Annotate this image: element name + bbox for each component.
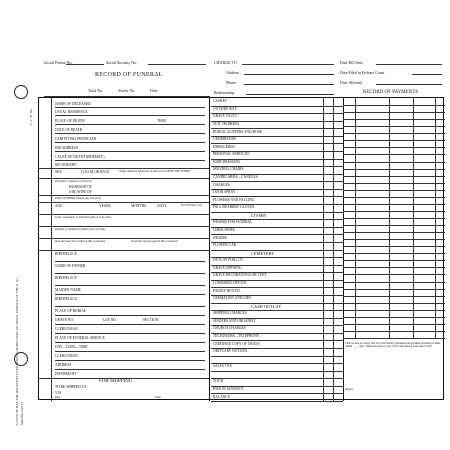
field-marital-status: Single, Married, Widowed, or Divorced (WRITE THE WORD) bbox=[119, 170, 191, 173]
field-if-less: If LESS than 1 day bbox=[181, 204, 203, 207]
charge-row-label: CHURCH CHARGES bbox=[213, 326, 246, 331]
charge-row-line bbox=[211, 393, 343, 394]
payment-row-line bbox=[343, 204, 445, 205]
payment-row-line bbox=[343, 133, 445, 134]
charge-row-label: SUIT OR DRESS bbox=[213, 121, 239, 126]
payment-row-line bbox=[343, 317, 445, 318]
form-code: C. F. N. No. bbox=[29, 108, 33, 125]
payment-row-line bbox=[343, 267, 445, 268]
phone-label: Phone bbox=[226, 80, 236, 85]
payment-row-line bbox=[343, 190, 445, 191]
field-date-last-worked: Date deceased last worked at this occupation bbox=[55, 240, 106, 243]
charge-row-line bbox=[211, 181, 343, 182]
section-for-shipping: FOR SHIPPING bbox=[99, 379, 133, 384]
date-filed-label: Date Filed in Probate Court bbox=[340, 70, 385, 75]
field-grave-no: GRAVE NO. bbox=[55, 318, 74, 322]
payment-row-line bbox=[343, 232, 445, 233]
field-place-of-death: PLACE OF DEATH bbox=[55, 119, 85, 123]
field-certifying-physician: CERTIFYING PHYSICIAN bbox=[55, 137, 97, 141]
payment-row-line bbox=[343, 282, 445, 283]
deceased-section bbox=[39, 98, 210, 401]
charge-to-label: CHARGE TO bbox=[214, 60, 237, 65]
charge-row-label: LIMOUSINES bbox=[213, 227, 235, 232]
charge-row-label: SINGERS AND ORGANIST bbox=[213, 318, 256, 323]
charge-row-label: CREMATION AND URN bbox=[213, 296, 251, 301]
date-allowed-label: Date Allowed bbox=[340, 80, 363, 85]
field-sex: SEX bbox=[55, 170, 62, 174]
field-date-of-death: DATE OF DEATH bbox=[55, 128, 83, 132]
charge-row-label: OUTLAY FOR LOT bbox=[213, 258, 244, 263]
charge-row-label: SHIPPING CHARGES bbox=[213, 311, 247, 316]
total-no-label: Total No. bbox=[88, 88, 104, 93]
charges-section bbox=[211, 98, 344, 401]
field-wife: (OR) WIFE OF bbox=[69, 190, 92, 194]
field-place-of-burial: PLACE OF BURIAL bbox=[55, 309, 87, 313]
charge-row-label: DOOR SPRAY bbox=[213, 190, 236, 195]
charge-row-label: GRAVE VAULT bbox=[213, 114, 238, 119]
payment-row-line bbox=[343, 225, 445, 226]
field-ship-date: Date bbox=[55, 396, 61, 399]
field-his-address: HIS ADDRESS bbox=[55, 146, 78, 150]
charge-row-label: SALES TAX bbox=[213, 364, 232, 369]
field-husband: HUSBAND OF bbox=[69, 185, 92, 189]
field-age: AGE bbox=[55, 204, 63, 208]
field-day-date-time: DAY—DATE—TIME bbox=[55, 345, 88, 349]
field-usual-residence: USUAL RESIDENCE bbox=[55, 110, 88, 114]
payment-row-line bbox=[343, 338, 445, 339]
payment-row-line bbox=[343, 183, 445, 184]
social-permit-label: Social Permit No. bbox=[44, 60, 73, 65]
charge-row-label: PALL BEARERS' GLOVES bbox=[213, 205, 255, 210]
field-maiden-name: MAIDEN NAME bbox=[55, 288, 81, 292]
payment-row-line bbox=[343, 310, 445, 311]
charge-row-label: GRAVE OPENING bbox=[213, 265, 242, 270]
agreement-text: This account is correct and I (or We) hereby guarantee and promise payment of same within ____ days. Otherwise agree to pay 6 per cent interest from date of bill. bbox=[345, 342, 441, 349]
field-name-father: NAME OF FATHER bbox=[55, 264, 86, 268]
payment-row-line bbox=[343, 274, 445, 275]
field-months: MONTHS bbox=[131, 204, 147, 208]
charge-row-label: PERSONAL SERVICES bbox=[213, 152, 250, 157]
field-address: ADDRESS bbox=[55, 363, 72, 367]
payment-row-line bbox=[343, 239, 445, 240]
charge-row-label: CHARGES bbox=[213, 182, 230, 187]
social-security-label: Social Security No. bbox=[106, 60, 138, 65]
field-industry: Industry or business in which work was done bbox=[55, 228, 106, 231]
charge-row-label: HAIR DRESSING bbox=[213, 159, 241, 164]
field-ship-time: Time bbox=[155, 396, 161, 399]
manufacturer-text: Manufactured by bbox=[20, 401, 24, 425]
payment-row-line bbox=[343, 218, 445, 219]
payment-row-line bbox=[343, 140, 445, 141]
field-trade: Trade, profession, or particular kind of work done bbox=[55, 216, 111, 219]
field-cause-of-death: CAUSE OF DEATH (PRIMARY) bbox=[55, 155, 105, 159]
charge-section-heading: CEMETERY bbox=[251, 250, 275, 256]
signed-label: Signed bbox=[345, 388, 353, 391]
field-lot-no: LOT NO. bbox=[103, 318, 117, 322]
field-birthplace-mother: BIRTHPLACE bbox=[55, 297, 77, 301]
payment-row-line bbox=[343, 211, 445, 212]
record-of-payments-title: RECORD OF PAYMENTS bbox=[363, 90, 419, 95]
field-secondary: SECONDARY bbox=[55, 163, 77, 167]
payment-row-line bbox=[343, 154, 445, 155]
field-informant: INFORMANT bbox=[55, 372, 77, 376]
charge-row-line bbox=[211, 401, 343, 402]
charge-row-label: FLOWERS AND FALLING bbox=[213, 197, 255, 202]
payment-row-line bbox=[343, 147, 445, 148]
payment-row-line bbox=[343, 260, 445, 261]
field-birthplace-father: BIRTHPLACE bbox=[55, 276, 77, 280]
charge-row-label: GRAVE DECORATIONS OR TENT bbox=[213, 273, 267, 278]
payment-row-line bbox=[343, 253, 445, 254]
field-clergyman: CLERGYMAN bbox=[55, 327, 78, 331]
payment-row-line bbox=[343, 303, 445, 304]
field-color-or-race: COLOR OR RACE bbox=[81, 170, 110, 174]
form-title: RECORD OF FUNERAL bbox=[95, 72, 163, 78]
charge-row-label: TOTAL bbox=[213, 379, 225, 384]
caution-text: CAUTION: HAS THE DECEDENT EVER SERVED IN MILITARY OR NAVAL SERVICE OF THE U. S.? bbox=[15, 277, 19, 425]
field-birthplace: BIRTHPLACE bbox=[55, 252, 77, 256]
payment-row-line bbox=[343, 112, 445, 113]
charge-row-label: LOWERING DEVICE bbox=[213, 281, 247, 285]
charge-row-label: CASKET bbox=[213, 99, 227, 104]
charge-row-label: EMBALMING bbox=[213, 144, 236, 149]
field-name-of-deceased: NAME OF DECEASED bbox=[55, 102, 91, 106]
charge-row-label: FLOWER CAR bbox=[213, 243, 237, 248]
field-section: SECTION bbox=[143, 318, 159, 322]
payment-row-line bbox=[343, 126, 445, 127]
payment-row-line bbox=[343, 331, 445, 332]
charge-row-label: BURIAL SLIPPERS AND HOSE bbox=[213, 129, 262, 134]
field-if-married: If married, widowed or divorced bbox=[55, 180, 92, 183]
field-shipped-to: TO BE SHIPPED TO bbox=[55, 385, 87, 389]
binder-hole-top bbox=[14, 85, 28, 99]
charge-row-line bbox=[211, 250, 343, 251]
charge-row-label: CERTIFIED COPY OF DEATH bbox=[213, 341, 260, 346]
field-clergyman-2: CLERGYMAN bbox=[55, 354, 78, 358]
yearly-no-label: Yearly No. bbox=[118, 88, 136, 93]
charge-section-heading: CASH OUTLAY bbox=[251, 303, 282, 309]
field-via: VIA bbox=[55, 391, 62, 395]
payment-row-line bbox=[343, 324, 445, 325]
charge-row-line bbox=[211, 234, 343, 235]
payment-row-line bbox=[343, 105, 445, 106]
date-label: Date bbox=[150, 88, 158, 93]
charge-row-label: TELEGRAMS—TELEPHONE bbox=[213, 334, 259, 339]
field-date-of-birth: DATE OF BIRTH (month, day and year) bbox=[55, 197, 101, 200]
payment-row-line bbox=[343, 289, 445, 290]
field-place-of-service: PLACE OF FUNERAL SERVICE bbox=[55, 336, 105, 340]
payment-row-line bbox=[343, 119, 445, 120]
charge-row-label: UNDERWEAR bbox=[213, 137, 236, 142]
charge-row-line bbox=[211, 371, 343, 372]
charge-row-label: OBITUARY NOTICES bbox=[213, 349, 248, 354]
payments-section bbox=[343, 90, 445, 401]
field-time: TIME bbox=[157, 119, 166, 123]
charge-row-line bbox=[211, 378, 343, 379]
relationship-label: Relationship bbox=[214, 90, 235, 95]
payment-row-line bbox=[343, 246, 445, 247]
charge-section-heading: LIVERY bbox=[251, 212, 267, 218]
charge-row-label: CANDELABRA—CANDLES bbox=[213, 174, 258, 179]
payment-row-line bbox=[343, 176, 445, 177]
field-years: YEARS bbox=[99, 204, 111, 208]
charge-row-label: HEARSE bbox=[213, 235, 227, 240]
charge-row-label: OUTSIDE BOX bbox=[213, 106, 237, 111]
charge-row-label: BALANCE bbox=[213, 394, 230, 399]
payment-row-line bbox=[343, 162, 445, 163]
charge-row-label: HOLDING CHAIRS bbox=[213, 167, 244, 172]
charge-row-label: FAMILY RENTAL bbox=[213, 288, 241, 293]
field-days: DAYS bbox=[157, 204, 167, 208]
charge-row-line bbox=[211, 356, 343, 357]
charge-row-line bbox=[211, 212, 343, 213]
payment-row-line bbox=[343, 169, 445, 170]
date-bill-sent-label: Date Bill Sent bbox=[340, 60, 363, 65]
address-label: Address bbox=[226, 70, 240, 75]
payment-row-line bbox=[343, 296, 445, 297]
field-total-time: Total time (years) spent in this occupation bbox=[131, 240, 179, 243]
payment-row-line bbox=[343, 197, 445, 198]
charge-row-label: PAID IN ADVANCE bbox=[213, 387, 244, 392]
charge-row-label: HEARSE FOR FUNERAL bbox=[213, 220, 253, 225]
